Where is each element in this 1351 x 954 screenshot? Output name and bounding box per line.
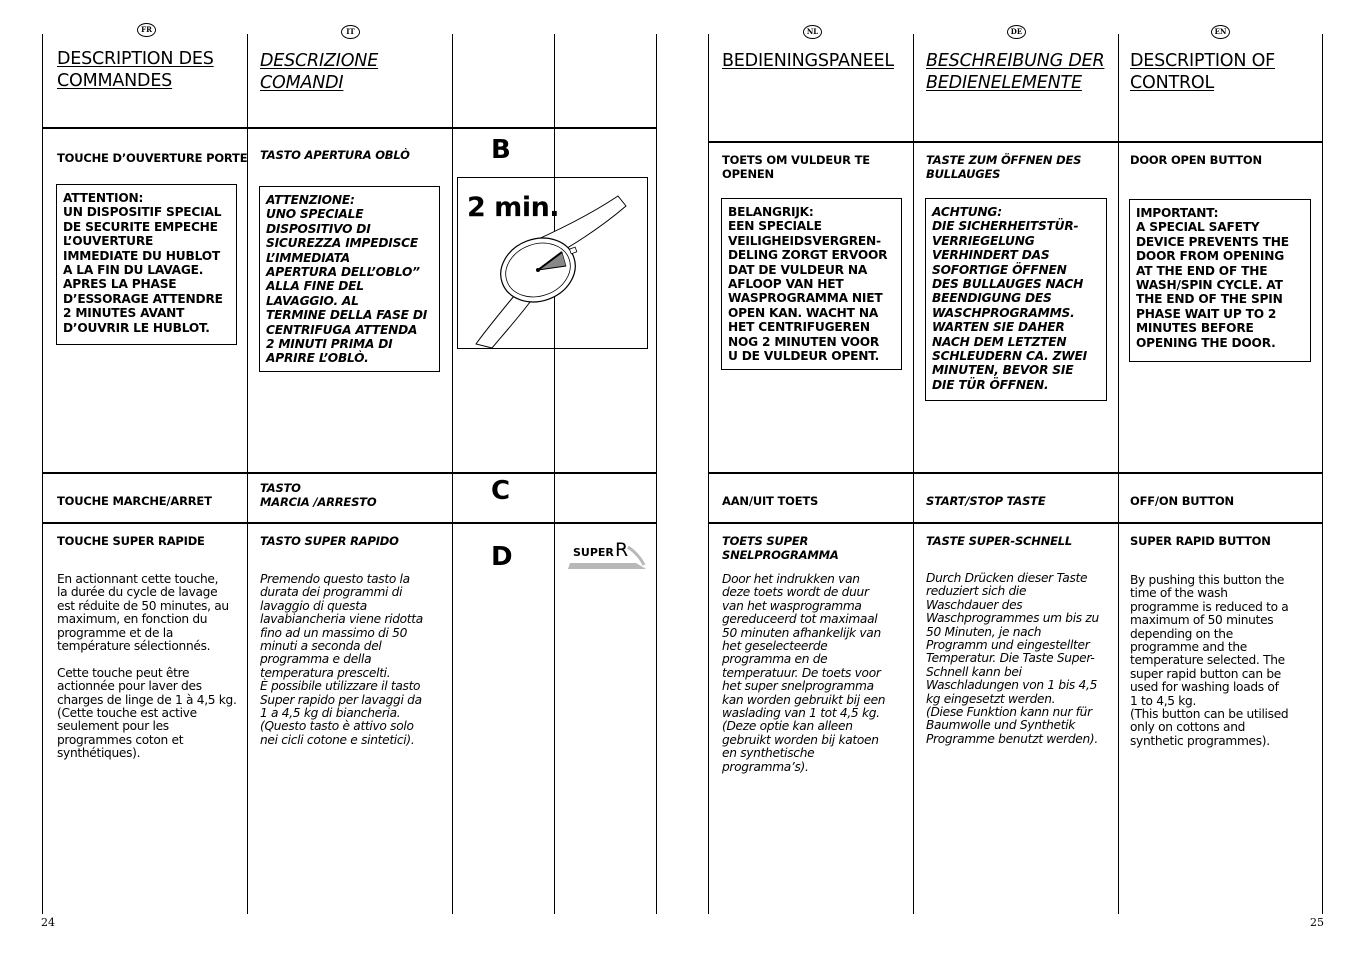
super-button-symbol: R <box>615 539 629 561</box>
row-rule <box>708 522 1322 524</box>
control-letter-c: C <box>491 476 511 506</box>
door-button-label-fr: TOUCHE D’OUVERTURE PORTE <box>57 151 248 165</box>
control-letter-d: D <box>491 542 513 572</box>
super-button-text: SUPER <box>573 546 614 559</box>
row-rule <box>708 141 1322 143</box>
section-heading-fr: DESCRIPTION DES COMMANDES <box>57 49 214 91</box>
column-rule <box>708 34 709 914</box>
language-flag-en: EN <box>1211 25 1230 39</box>
warning-box-it: ATTENZIONE: UNO SPECIALE DISPOSITIVO DI SICUREZZA IMPEDISCE L’IMMEDIATA APERTURA DELL’OBLO” ALLA FINE DEL LAVAGGIO. AL TERMINE DELLA FASE DI CENTRIFUGA ATTENDA 2 MINUTI PRIMA DI APRIRE L’OBLÒ. <box>259 186 440 372</box>
watch-caption: 2 min. <box>467 192 560 223</box>
start-stop-label-it: TASTO MARCIA /ARRESTO <box>260 481 377 509</box>
super-rapid-label-nl: TOETS SUPER SNELPROGRAMMA <box>722 534 839 562</box>
warning-box-en: IMPORTANT: A SPECIAL SAFETY DEVICE PREVENTS THE DOOR FROM OPENING AT THE END OF THE WASH/SPIN CYCLE. AT THE END OF THE SPIN PHASE WAIT UP TO 2 MINUTES BEFORE OPENING THE DOOR. <box>1129 199 1311 362</box>
watch-illustration <box>457 177 648 349</box>
row-rule <box>42 127 656 129</box>
section-heading-it: DESCRIZIONE COMANDI <box>260 51 379 93</box>
column-rule <box>554 34 555 914</box>
start-stop-label-nl: AAN/UIT TOETS <box>722 494 819 508</box>
language-flag-it: IT <box>341 25 360 39</box>
super-rapid-description-fr: En actionnant cette touche, la durée du cycle de lavage est réduite de 50 minutes, au maximum, en fonction du programme et de la température sélectionnés. Cette touche peut être actionnée pour laver des charges de linge de 1 à 4,5 kg. (Cette touche est active seulement pour les programmes coton et synthétiques). <box>57 572 237 761</box>
super-rapid-description-nl: Door het indrukken van deze toets wordt de duur van het wasprogramma gereduceerd tot maximaal 50 minuten afhankelijk van het geselecteerde programma en de temperatuur. De toets voor het super snelprogramma kan worden gebruikt bij een waslading van 1 tot 4,5 kg. (Deze optie kan alleen gebruikt worden bij katoen en synthetische programma’s). <box>722 572 886 774</box>
column-rule <box>913 34 914 914</box>
super-rapid-description-it: Premendo questo tasto la durata dei programmi di lavaggio di questa lavabiancheria viene ridotta fino ad un massimo di 50 minuti a seconda del programma e della temperatura prescelti. È possibile utilizzare il tasto Super rapido per lavaggi da 1 a 4,5 kg di biancheria. (Questo tasto è attivo solo nei cicli cotone e sintetici). <box>260 572 423 747</box>
warning-box-nl: BELANGRIJK: EEN SPECIALE VEILIGHEIDSVERGREN- DELING ZORGT ERVOOR DAT DE VULDEUR NA AFLOOP VAN HET WASPROGRAMMA NIET OPEN KAN. WACHT NA HET CENTRIFUGEREN NOG 2 MINUTEN VOOR U DE VULDEUR OPENT. <box>721 198 902 370</box>
column-rule <box>1322 34 1323 914</box>
door-button-label-nl: TOETS OM VULDEUR TE OPENEN <box>722 153 870 181</box>
language-flag-fr: FR <box>137 23 156 37</box>
door-button-label-de: TASTE ZUM ÖFFNEN DES BULLAUGES <box>926 153 1082 181</box>
row-rule <box>42 472 656 474</box>
door-button-label-en: DOOR OPEN BUTTON <box>1130 153 1262 167</box>
start-stop-label-de: START/STOP TASTE <box>926 494 1046 508</box>
super-rapid-label-en: SUPER RAPID BUTTON <box>1130 534 1271 548</box>
column-rule <box>42 34 43 914</box>
page-number-right: 25 <box>1310 916 1324 929</box>
start-stop-label-fr: TOUCHE MARCHE/ARRET <box>57 494 212 508</box>
super-rapid-label-de: TASTE SUPER-SCHNELL <box>926 534 1073 548</box>
door-button-label-it: TASTO APERTURA OBLÒ <box>260 148 410 162</box>
section-heading-en: DESCRIPTION OF CONTROL <box>1130 51 1276 93</box>
column-rule <box>452 34 453 914</box>
language-flag-nl: NL <box>803 25 822 39</box>
super-rapid-button-graphic <box>566 541 648 571</box>
row-rule <box>708 472 1322 474</box>
page-number-left: 24 <box>41 916 55 929</box>
start-stop-label-en: OFF/ON BUTTON <box>1130 494 1234 508</box>
watch-icon <box>458 178 647 348</box>
column-rule <box>1118 34 1119 914</box>
warning-box-fr: ATTENTION: UN DISPOSITIF SPECIAL DE SECURITE EMPECHE L’OUVERTURE IMMEDIATE DU HUBLOT A LA FIN DU LAVAGE. APRES LA PHASE D’ESSORAGE ATTENDRE 2 MINUTES AVANT D’OUVRIR LE HUBLOT. <box>56 184 237 345</box>
super-rapid-label-fr: TOUCHE SUPER RAPIDE <box>57 534 205 548</box>
super-rapid-description-de: Durch Drücken dieser Taste reduziert sich die Waschdauer des Waschprogrammes um bis zu 50 Minuten, je nach Programm und eingestellter Temperatur. Die Taste Super- Schnell kann bei Waschladungen von 1 bis 4,5 kg eingesetzt werden. (Diese Funktion kann nur für Baumwolle und Synthetik Programme benutzt werden). <box>926 571 1099 746</box>
row-rule <box>42 522 656 524</box>
section-heading-nl: BEDIENINGSPANEEL <box>722 51 894 71</box>
language-flag-de: DE <box>1007 25 1026 39</box>
control-letter-b: B <box>491 135 511 165</box>
column-rule <box>656 34 657 914</box>
super-rapid-label-it: TASTO SUPER RAPIDO <box>260 534 399 548</box>
super-rapid-description-en: By pushing this button the time of the wash programme is reduced to a maximum of 50 minutes depending on the programme and the temperature selected. The super rapid button can be used for washing loads of 1 to 4,5 kg. (This button can be utilised only on cottons and synthetic programmes). <box>1130 573 1289 748</box>
column-rule <box>247 34 248 914</box>
warning-box-de: ACHTUNG: DIE SICHERHEITSTÜR- VERRIEGELUNG VERHINDERT DAS SOFORTIGE ÖFFNEN DES BULLAUGES NACH BEENDIGUNG DES WASCHPROGRAMMS. WARTEN SIE DAHER NACH DEM LETZTEN SCHLEUDERN CA. ZWEI MINUTEN, BEVOR SIE DIE TÜR ÖFFNEN. <box>925 198 1107 401</box>
section-heading-de: BESCHREIBUNG DER BEDIENELEMENTE <box>926 51 1105 93</box>
